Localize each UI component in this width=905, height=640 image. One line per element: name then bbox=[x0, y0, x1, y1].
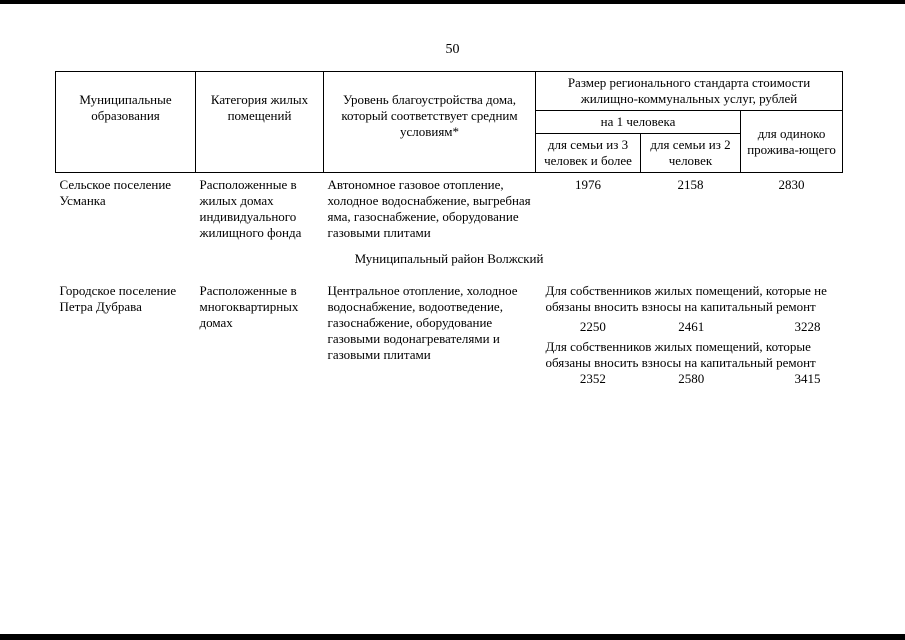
condition-family3-value: 2352 bbox=[579, 371, 606, 386]
condition-family2-value: 2461 bbox=[678, 319, 705, 334]
condition-values bbox=[540, 315, 839, 339]
header-single: для одиноко прожива-ющего bbox=[741, 111, 843, 173]
header-per-person: на 1 человека bbox=[536, 111, 741, 134]
standard-cost-table bbox=[55, 71, 843, 391]
section-row bbox=[56, 241, 843, 283]
header-standard-size: Размер регионального стандарта стоимости жилищно-коммунальных услуг, рублей bbox=[536, 72, 843, 111]
header-amenities: Уровень благоустройства дома, который соответствует средним условиям* bbox=[324, 72, 536, 173]
row-family2-value: 2158 bbox=[677, 177, 704, 192]
row-single-value: 2830 bbox=[778, 177, 805, 192]
condition-single-value: 3228 bbox=[794, 319, 821, 334]
header-family2: для семьи из 2 человек bbox=[641, 134, 741, 173]
table-row bbox=[56, 283, 843, 391]
header-family3: для семьи из 3 человек и более bbox=[536, 134, 641, 173]
row-category: Расположенные в жилых домах индивидуального жилищного фонда bbox=[199, 177, 302, 240]
row-amenities: Автономное газовое отопление, холодное водоснабжение, выгребная яма, газоснабжение, оборудование газовыми плитами bbox=[327, 177, 531, 240]
row-amenities: Центральное отопление, холодное водоснабжение, водоотведение, газоснабжение, оборудование газовыми водонагревателями и газовыми плитами bbox=[327, 283, 518, 362]
row-category: Расположенные в многоквартирных домах bbox=[199, 283, 299, 330]
condition-title: Для собственников жилых помещений, которые обязаны вносить взносы на капитальный ремонт bbox=[545, 339, 816, 370]
bottom-border bbox=[0, 634, 905, 640]
header-category: Категория жилых помещений bbox=[196, 72, 324, 173]
condition-family3-value: 2250 bbox=[579, 319, 606, 334]
condition-family2-value: 2580 bbox=[678, 371, 705, 386]
header-municipality: Муниципальные образования bbox=[56, 72, 196, 173]
condition-single-value: 3415 bbox=[794, 371, 821, 386]
page-number: 50 bbox=[445, 42, 460, 57]
section-title: Муниципальный район Волжский bbox=[354, 251, 544, 266]
top-border bbox=[0, 0, 905, 4]
row-municipality: Сельское поселение Усманка bbox=[59, 177, 172, 208]
row-municipality: Городское поселение Петра Дубрава bbox=[59, 283, 177, 314]
condition-title: Для собственников жилых помещений, которые не обязаны вносить взносы на капитальный ремонт bbox=[545, 283, 827, 314]
conditions-cell bbox=[536, 283, 843, 391]
table-row bbox=[56, 173, 843, 242]
condition-values bbox=[540, 371, 839, 391]
row-family3-value: 1976 bbox=[575, 177, 601, 192]
